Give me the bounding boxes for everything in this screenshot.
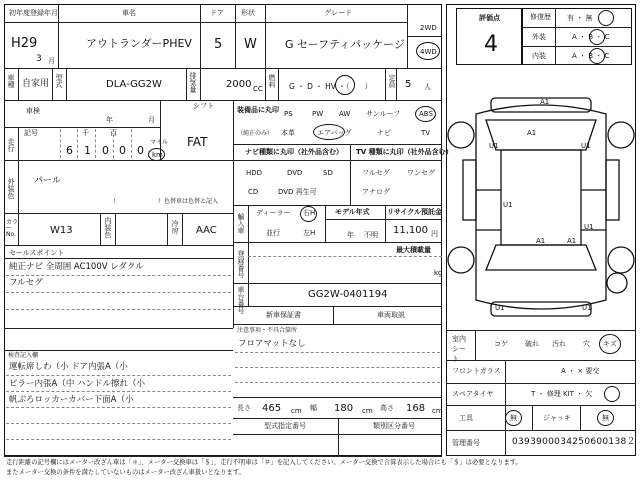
navi-dvd: DVD [287,169,303,177]
mileage-label: 走行 [7,138,15,152]
tools-value: 無 [510,414,517,422]
damage-a1-hood: A1 [527,129,537,137]
class-number-label: 類別区分番号 [373,422,415,430]
damage-a1-front: A1 [540,98,550,106]
model-code-value: DLA-GG2W [106,79,162,90]
equipment-subtitle: （純正のみ） [237,130,274,137]
inspector-line-3: 帆ぶろロッカーカバー下面A（小 [9,395,134,405]
recycle-unit: 円 [431,230,438,238]
equipment-sunroof: サンルーフ [366,110,401,118]
door-label: ドア [210,9,224,17]
tv-fullseg: フルセグ [362,169,390,177]
model-year-label: モデル年式 [335,208,370,216]
sales-point-line-1: 純正ナビ 全周囲 AC100V レダクル [9,262,144,272]
jack-value: 無 [602,414,609,422]
registration-no-label: 登録番号 [237,250,245,278]
body-shape: W [244,37,257,52]
drive-4wd: 4WD [420,48,437,56]
registration-month: 3 [36,54,42,64]
footer-note-2: またメーター交換の条件を満たしていないものはメーター改ざん車扱いとなります。 [6,469,245,476]
equipment-navi: ナビ [377,129,391,137]
mileage-digit-3: 0 [102,144,109,157]
ac-value: AAC [196,225,217,236]
model-year-unit: 年 [347,231,354,239]
shift-value: FAT [187,135,208,149]
first-registration-label: 初年度登録年月 [9,9,58,17]
capacity-unit: 人 [424,83,431,91]
drive-2wd: 2WD [420,24,437,32]
tv-analog: アナログ [362,188,390,196]
equipment-pw: PW [312,110,324,118]
seat-burn: コゲ [494,340,508,348]
mileage-digit-4: 0 [119,144,126,157]
exterior-color-note: （ ）色替車は色替と記入 [110,198,219,205]
import-parallel: 並行 [266,229,280,237]
car-name: アウトランダーPHEV [86,37,192,50]
displacement-label: 排気量 [189,72,197,93]
mileage-mile-unit: マイル [150,139,168,146]
chassis-no-value: GG2W-0401194 [308,289,388,300]
exterior-grade-label: 外装 [532,33,546,41]
recycle-value: 11,100 [393,225,428,236]
seat-hole: 穴 [583,340,590,348]
width-value: 180 [334,403,354,414]
fuel-label: 燃料 [268,74,276,88]
equipment-leather: 本革 [281,129,295,137]
right-hand-circle [300,206,317,222]
interior-grade-value: A ・ B ・ C [572,52,610,60]
width-label: 幅 [310,404,317,412]
fuel-hv-circle [335,75,355,95]
seat-scratch: キズ [603,340,617,348]
mileage-hundred-label: 百 [110,129,117,137]
damage-u1-rear-bumper-left: U1 [495,304,505,312]
mileage-digit-5: 0 [137,144,144,157]
management-no-value: 0393900034250600138２ [512,437,636,447]
management-no-label: 管理番号 [452,439,480,447]
navi-cd: CD [248,188,259,196]
vehicle-manual: 車両取説 [377,311,405,319]
chassis-no-label: 車台番号 [237,286,245,314]
repair-history-value: 有 ・ 無 [567,14,593,22]
inspector-label: 検査記入欄 [8,352,39,359]
car-type-value: 自家用 [22,79,50,89]
sales-point-label: セールスポイント [9,249,65,257]
navi-sd: SD [323,169,333,177]
shift-label: シフト [193,102,214,110]
sales-point-line-2: フルセグ [9,278,43,288]
damage-u1-rear-bumper-right: U1 [582,304,592,312]
km-circle [148,148,165,161]
capacity-value: 5 [405,79,412,90]
import-dealer: ディーラー [256,209,291,217]
color-no-label: カラーNo. [6,219,19,238]
damage-u1-rear-right: U1 [584,223,594,231]
displacement-unit: CC [253,85,263,93]
jack-none-circle [597,410,614,426]
new-car-warranty: 新車保証書 [266,311,301,319]
import-left-hand: 左H [303,229,316,237]
tv-type-title: TV 種類に丸印（社外品含む） [356,148,453,156]
jack-label: ジャッキ [543,414,571,422]
windshield-label: フロントガラス [452,367,501,375]
damage-a1-rear-bumper: A1 [567,237,577,245]
mileage-thousand-label: 千 [82,129,89,137]
interior-b-circle [589,48,605,64]
model-year-unknown: 不明 [364,231,378,239]
interior-grade-label: 内装 [532,52,546,60]
seat-stain: 汚れ [552,340,566,348]
exterior-color-label: 外装色 [7,178,15,199]
footer-note-1: 走行距離の記号欄にはメーター改ざん車は「＊」、メーター交換車は「＄」、走行不明車は「＃」を記入してください。メーター交換で合算表示した場合にも「＄」は必要となります。 [6,459,522,466]
shape-label: 形状 [241,9,255,17]
damage-a1-trunk: A1 [536,237,546,245]
spare-tire-value: T ・ 修理 KIT ・ 欠 [531,390,593,398]
equipment-title: 装備品に丸印 [237,106,279,114]
length-label: 長さ [237,404,251,412]
length-unit: cm [291,407,302,415]
repair-none-circle [598,10,614,26]
inspector-line-2: ピラー内張A（中 ハンドル擦れ（小 [9,379,146,389]
airbag-circle [313,124,345,140]
navi-hdd: HDD [246,169,263,177]
spare-tire-label: スペアタイヤ [452,390,494,398]
interior-color-label: 内装色 [104,217,112,238]
grade-value: G セーフティパッケージ [285,38,405,51]
exterior-grade-value: A ・ B ・ C [572,33,610,41]
max-loading-unit: kg [434,269,443,277]
equipment-tv: TV [421,129,431,137]
inspection-year: 年 [106,116,113,124]
import-right-hand: 右H [303,209,316,217]
max-loading-label: 最大積載量 [396,246,431,254]
equipment-ps: PS [284,110,293,118]
drive-4wd-circle [416,42,440,60]
capacity-label: 定員 [388,74,396,88]
width-unit: cm [362,407,373,415]
score-value: 4 [484,32,498,57]
car-type-label: 車種 [7,74,15,88]
registration-month-unit: 月 [48,57,55,65]
damage-u1-front-right: U1 [581,142,591,150]
model-code-label: 型式 [55,74,63,88]
tv-oneseg: ワンセグ [407,169,435,177]
car-name-label: 車名 [122,9,136,17]
navi-type-title: ナビ種類に丸印（社外品含む） [245,148,343,156]
abs-circle [415,106,436,122]
inspector-line-1: 運転席しわ（小 ドア内張A（小 [9,362,128,372]
equipment-airbag: エアバッグ [317,129,352,137]
navi-dvd-play: DVD 再生可 [278,188,317,196]
score-label: 評価点 [479,14,500,22]
equipment-aw: AW [339,110,351,118]
height-label: 高さ [380,404,394,412]
seat-tear: 破れ [525,340,539,348]
exterior-b-circle [589,29,605,45]
windshield-value: A ・ × 要交 [561,367,600,375]
inspection-label: 車検 [26,107,40,115]
tools-none-circle [505,410,522,426]
seat-label: 室内シート [452,335,466,363]
grade-label: グレード [324,9,352,17]
damage-u1-rear-left: U1 [503,201,513,209]
seat-scratch-circle [599,334,621,354]
mileage-digit-1: 6 [66,144,73,157]
height-value: 168 [406,403,426,414]
exterior-color-value: パール [34,176,61,186]
equipment-abs: ABS [419,110,433,118]
length-value: 465 [262,403,282,414]
spare-missing-circle [604,386,620,402]
mileage-record-label: 記号 [24,129,38,137]
door-count: 5 [214,37,223,52]
import-label: 輸入車 [237,213,245,234]
fuel-options: G ・ D ・ HV ・（ ） [289,82,373,91]
type-designation-label: 型式指定番号 [264,422,306,430]
registration-year: H29 [11,36,38,51]
height-unit: cm [432,407,443,415]
recycle-label: リサイクル預託金 [387,208,443,216]
inspection-month: 月 [148,116,155,124]
ac-label: 冷房 [171,220,179,234]
displacement-value: 2000 [226,79,252,90]
tools-label: 工具 [459,414,473,422]
mileage-digit-2: 1 [84,144,91,157]
notes-line-1: フロアマットなし [238,339,306,349]
color-no-value: W13 [50,225,73,236]
car-damage-diagram [446,90,636,325]
notes-label: 注意事項・不具合箇所 [237,327,298,334]
repair-history-label: 修復歴 [530,13,551,21]
mileage-km-unit: km [152,151,163,159]
damage-u1-front-left: U1 [489,142,499,150]
